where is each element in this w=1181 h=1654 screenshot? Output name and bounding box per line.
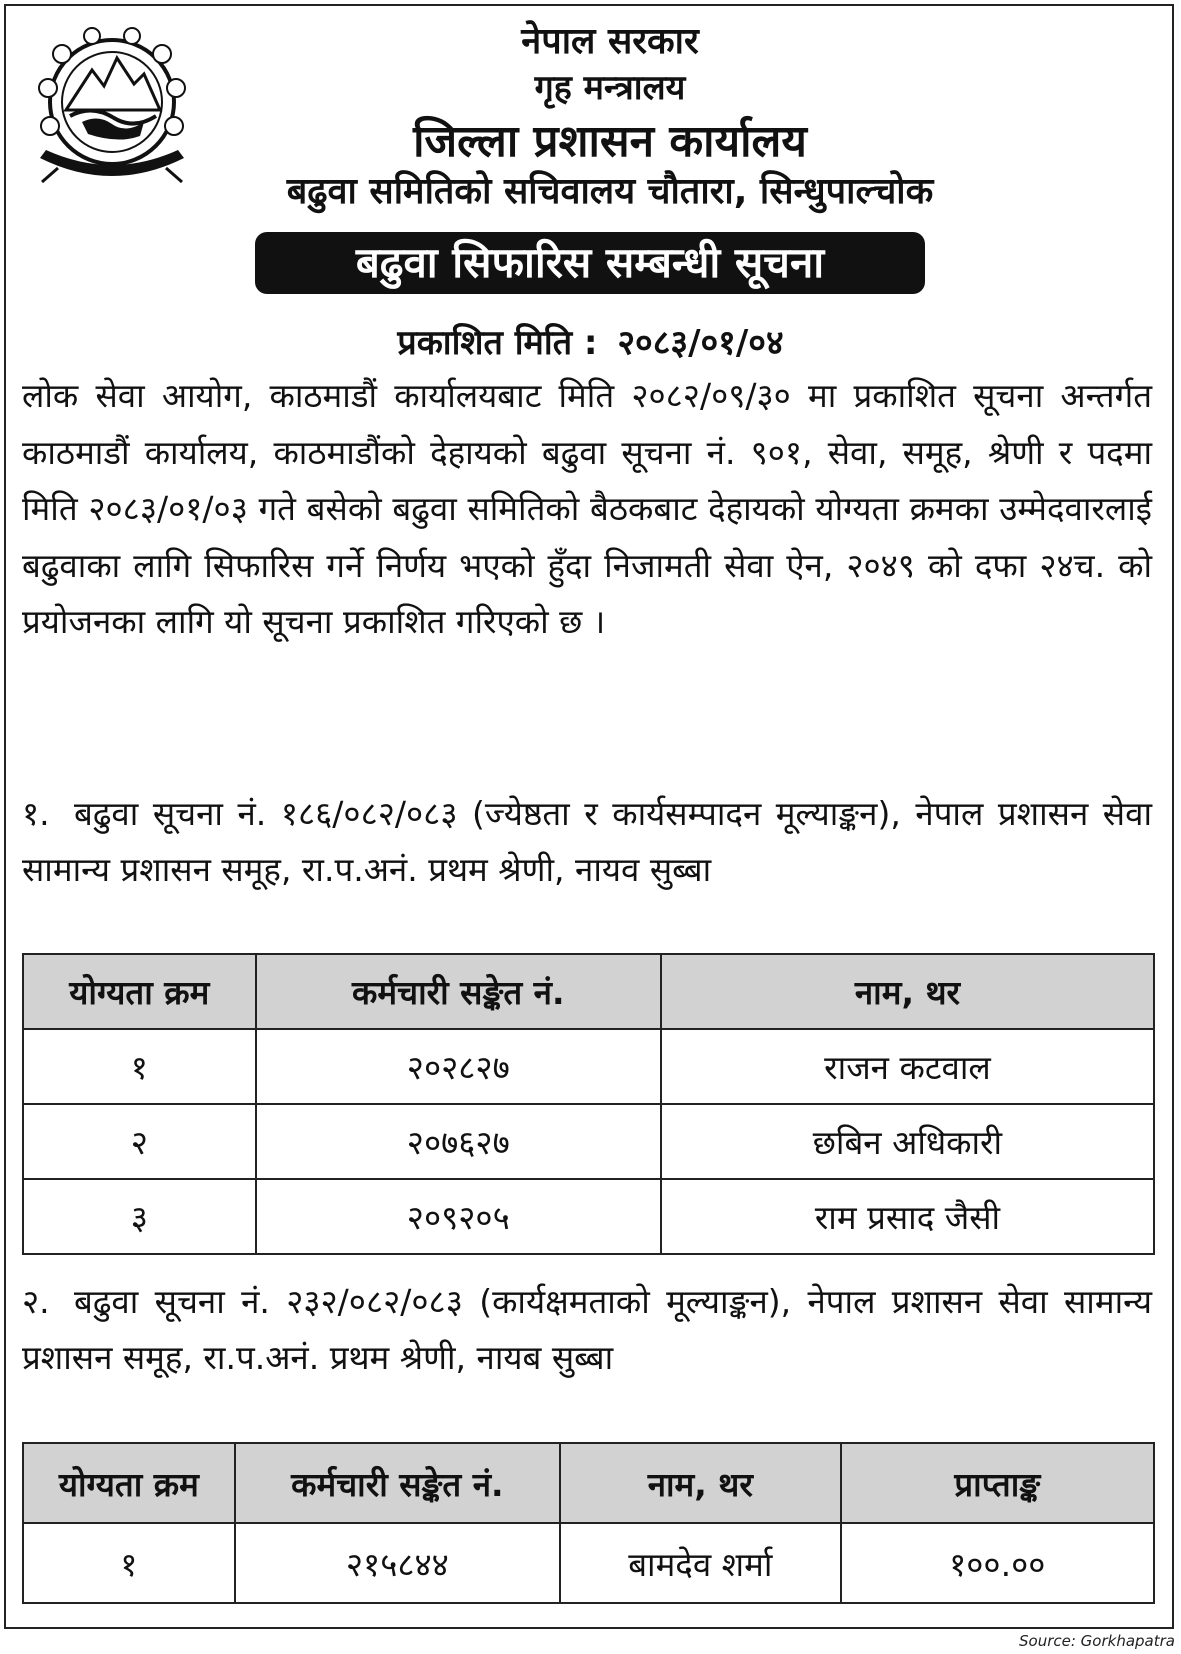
table-cell: २०७६२७: [256, 1104, 661, 1179]
table-row: [23, 1523, 1154, 1603]
table-cell: बामदेव शर्मा: [560, 1523, 840, 1603]
table-row: [23, 1179, 1154, 1254]
table-cell: २१५८४४: [235, 1523, 560, 1603]
notice-body-paragraph: लोक सेवा आयोग, काठमाडौं कार्यालयबाट मिति २०८२/०९/३० मा प्रकाशित सूचना अन्तर्गत काठमाडौं कार्यालय, काठमाडौंको देहायको बढुवा सूचना नं. ९०१, सेवा, समूह, श्रेणी र पदमा मिति २०८३/०१/०३ गते बसेको बढुवा समितिको बैठकबाट देहायको योग्यता क्रमका उम्मेदवारलाई बढुवाका लागि सिफारिस गर्ने निर्णय भएको हुँदा निजामती सेवा ऐन, २०४९ को दफा २४च. को प्रयोजनका लागि यो सूचना प्रकाशित गरिएको छ ।: [22, 376, 1152, 641]
column-header: नाम, थर: [560, 1443, 840, 1523]
table-header-row: [23, 954, 1154, 1029]
section-1-text: बढुवा सूचना नं. १८६/०८२/०८३ (ज्येष्ठता र कार्यसम्पादन मूल्याङ्कन), नेपाल प्रशासन सेवा सामान्य प्रशासन समूह, रा.प.अनं. प्रथम श्रेणी, नायव सुब्बा: [22, 794, 1152, 889]
table-cell: छबिन अधिकारी: [661, 1104, 1154, 1179]
table-cell: राम प्रसाद जैसी: [661, 1179, 1154, 1254]
table-row: [23, 1029, 1154, 1104]
source-credit: Source: Gorkhapatra: [1019, 1632, 1175, 1650]
table-cell: १००.००: [841, 1523, 1154, 1603]
column-header: कर्मचारी सङ्केत नं.: [256, 954, 661, 1029]
table-cell: राजन कटवाल: [661, 1029, 1154, 1104]
table-header-row: [23, 1443, 1154, 1523]
section-1-heading: [22, 786, 1152, 898]
table-cell: २: [23, 1104, 256, 1179]
notice-banner: बढुवा सिफारिस सम्बन्धी सूचना: [255, 232, 925, 294]
section-2-table: [22, 1442, 1155, 1604]
table-cell: १: [23, 1523, 235, 1603]
secretariat-title: बढुवा समितिको सचिवालय चौतारा, सिन्धुपाल्चोक: [286, 171, 934, 212]
published-date-value: २०८३/०१/०४: [617, 323, 784, 363]
table-cell: २०२८२७: [256, 1029, 661, 1104]
column-header: प्राप्ताङ्क: [841, 1443, 1154, 1523]
table-row: [23, 1104, 1154, 1179]
column-header: कर्मचारी सङ्केत नं.: [235, 1443, 560, 1523]
office-title: जिल्ला प्रशासन कार्यालय: [413, 116, 807, 167]
table-cell: १: [23, 1029, 256, 1104]
section-1-table: [22, 953, 1155, 1255]
column-header: योग्यता क्रम: [23, 954, 256, 1029]
column-header: योग्यता क्रम: [23, 1443, 235, 1523]
nepal-government-emblem-icon: [22, 18, 202, 190]
ministry-title: गृह मन्त्रालय: [534, 68, 686, 108]
section-2-heading: [22, 1274, 1152, 1386]
section-2-text: बढुवा सूचना नं. २३२/०८२/०८३ (कार्यक्षमताको मूल्याङ्कन), नेपाल प्रशासन सेवा सामान्य प्रशासन समूह, रा.प.अनं. प्रथम श्रेणी, नायब सुब्बा: [22, 1282, 1152, 1377]
table-cell: २०९२०५: [256, 1179, 661, 1254]
government-title: नेपाल सरकार: [521, 21, 699, 62]
table-cell: ३: [23, 1179, 256, 1254]
section-1-number: १.: [22, 794, 50, 833]
section-2-number: २.: [22, 1282, 50, 1321]
column-header: नाम, थर: [661, 954, 1154, 1029]
published-date-label: प्रकाशित मिति :: [397, 323, 598, 363]
published-date-line: [0, 318, 1181, 364]
